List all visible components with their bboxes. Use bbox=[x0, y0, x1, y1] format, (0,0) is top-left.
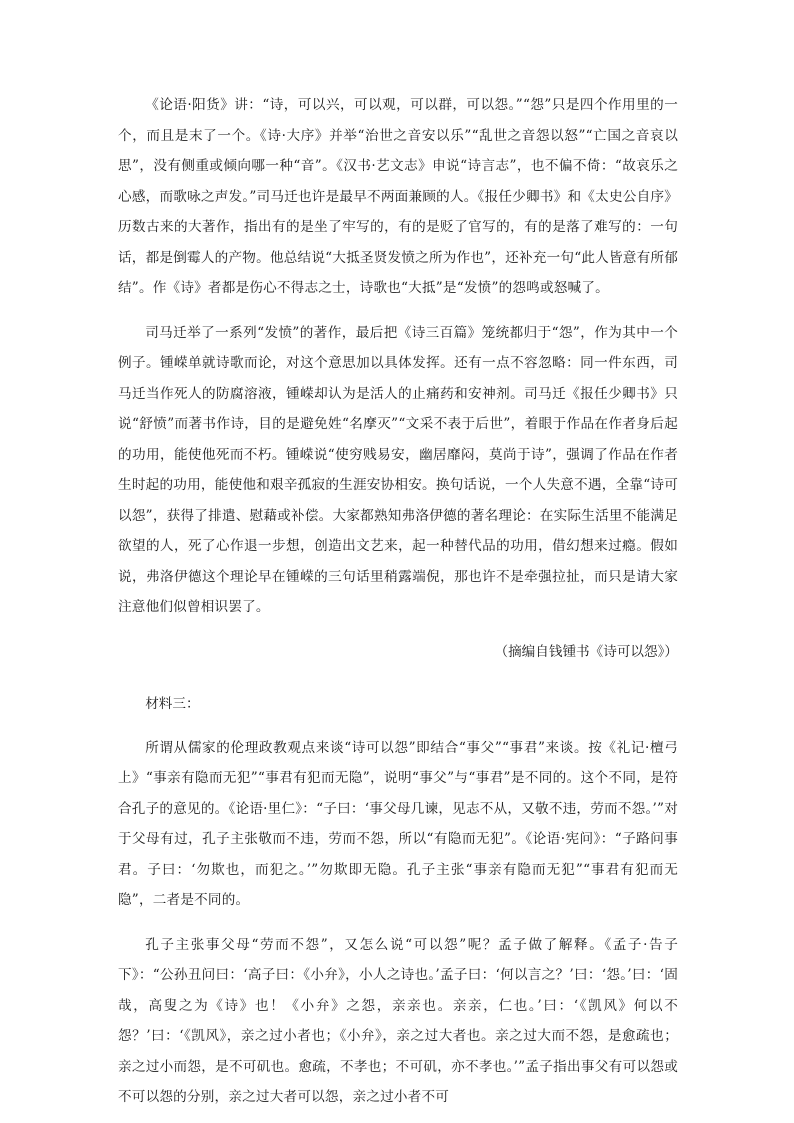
source-citation: （摘编自钱锺书《诗可以怨》） bbox=[494, 643, 678, 660]
paragraph-lunyu-yanghuo: 《论语·阳货》讲：“诗，可以兴，可以观，可以群，可以怨。”“怨”只是四个作用里的一个，而且是末了一个。《诗·大序》并举“治世之音安以乐”“乱世之音怨以怒”“亡国之音哀以思”，没有侧重或倾向哪一种“音”。《汉书·艺文志》申说“诗言志”，也不偏不倚：“故哀乐之心感，而歌咏之声发。”司马迁也许是最早不两面兼顾的人。《报任少卿书》和《太史公自序》历数古来的大著作，指出有的是坐了牢写的，有的是贬了官写的，有的是落了难写的：一句话，都是倒霉人的产物。他总结说“大抵圣贤发愤之所为作也”，还补充一句“此人皆意有所郁结”。作《诗》者都是伤心不得志之士，诗歌也“大抵”是“发愤”的怨鸣或怒喊了。 bbox=[118, 97, 678, 296]
document-page bbox=[118, 90, 678, 1113]
paragraph-mengzi-jieshi: 孔子主张事父母“劳而不怨”，又怎么说“可以怨”呢？孟子做了解释。《孟子·告子下》：“公孙丑问曰：‘高子曰：《小弁》，小人之诗也。’孟子曰：‘何以言之？’曰：‘怨。’曰：‘固哉，高叟之为《诗》也！《小弁》之怨，亲亲也。亲亲，仁也。’曰：‘《凯风》何以不怨？’曰：‘《凯风》，亲之过小者也；《小弁》，亲之过大者也。亲之过大而不怨，是愈疏也；亲之过小而怨，是不可矶也。愈疏，不孝也；不可矶，亦不孝也。’”孟子指出事父有可以怨或不可以怨的分别，亲之过大者可以怨，亲之过小者不可 bbox=[118, 936, 678, 1105]
section-heading-material-three: 材料三： bbox=[145, 695, 200, 712]
paragraph-simaqian-fafen: 司马迁举了一系列“发愤”的著作，最后把《诗三百篇》笼统都归于“怨”，作为其中一个例子。锺嵘单就诗歌而论，对这个意思加以具体发挥。还有一点不容忽略：同一件东西，司马迁当作死人的防腐溶液，锺嵘却认为是活人的止痛药和安神剂。司马迁《报任少卿书》只说“舒愤”而著书作诗，目的是避免姓“名摩灭”“文采不表于后世”，着眼于作品在作者身后起的功用，能使他死而不朽。锺嵘说“使穷贱易安，幽居靡闷，莫尚于诗”，强调了作品在作者生时起的功用，能使他和艰辛孤寂的生涯安协相安。换句话说，一个人失意不遇，全靠“诗可以怨”，获得了排遣、慰藉或补偿。大家都熟知弗洛伊德的著名理论：在实际生活里不能满足欲望的人，死了心作退一步想，创造出文艺来，起一种替代品的功用，借幻想来过瘾。假如说，弗洛伊德这个理论早在锺嵘的三句话里稍露端倪，那也许不是牵强拉扯，而只是请大家注意他们似曾相识罢了。 bbox=[118, 324, 678, 615]
paragraph-rujia-lunli: 所谓从儒家的伦理政教观点来谈“诗可以怨”即结合“事父”“事君”来谈。按《礼记·檀弓上》“事亲有隐而无犯”“事君有犯而无隐”，说明“事父”与“事君”是不同的。这个不同，是符合孔子的意见的。《论语·里仁》：“子曰：‘事父母几谏，见志不从，又敬不违，劳而不怨。’”对于父母有过，孔子主张敬而不违，劳而不怨，所以“有隐而无犯”。《论语·宪问》：“子路问事君。子曰：‘勿欺也，而犯之。’”勿欺即无隐。孔子主张“事亲有隐而无犯”“事君有犯而无隐”，二者是不同的。 bbox=[118, 739, 678, 908]
